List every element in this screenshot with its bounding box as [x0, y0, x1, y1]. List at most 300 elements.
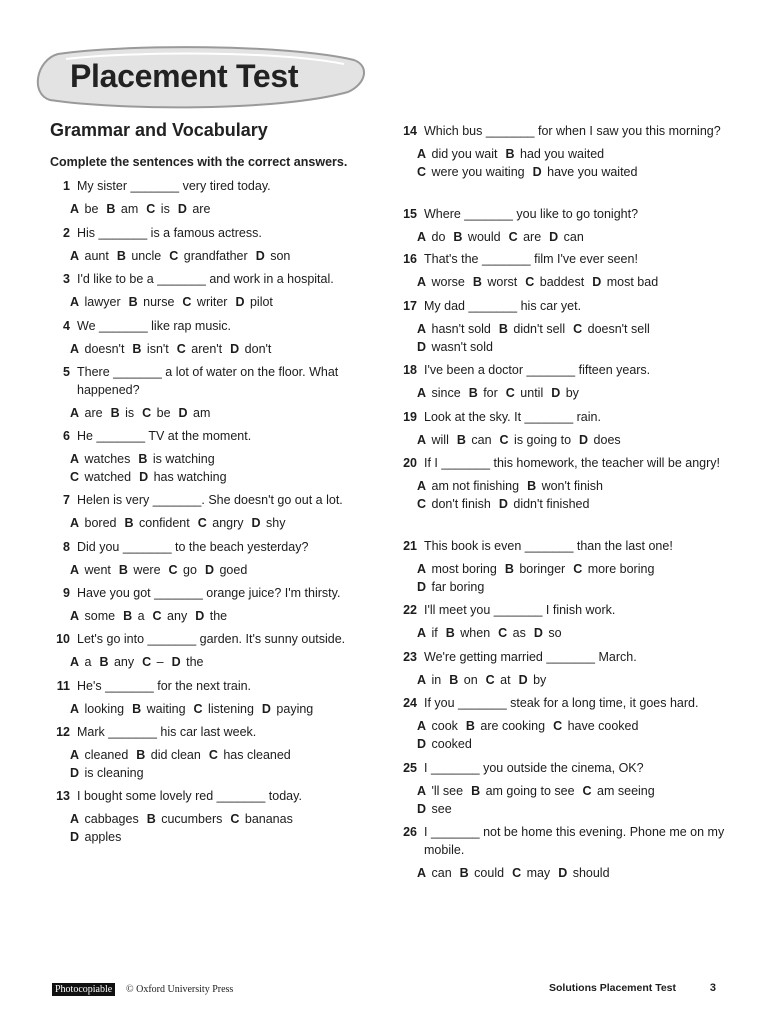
question-text: We're getting married _______ March. [424, 650, 637, 664]
question-number: 21 [403, 539, 417, 553]
answer-option[interactable] [417, 560, 497, 578]
question-item [50, 723, 370, 787]
answer-option[interactable] [498, 624, 526, 642]
option-letter: A [70, 563, 80, 577]
question-number: 17 [403, 299, 417, 313]
answer-option[interactable] [132, 700, 185, 718]
answer-option[interactable] [417, 624, 438, 642]
option-text: isn't [143, 342, 169, 356]
option-letter: B [465, 719, 475, 733]
answer-option[interactable] [70, 514, 116, 532]
question-text: I'll meet you _______ I finish work. [424, 603, 616, 617]
answer-option[interactable] [70, 200, 98, 218]
option-text: looking [81, 702, 125, 716]
option-text: far boring [428, 580, 485, 594]
option-text: at [496, 673, 511, 687]
option-text: uncle [127, 249, 162, 263]
answer-option[interactable] [417, 145, 498, 163]
answer-option[interactable] [205, 561, 247, 579]
option-letter: B [504, 562, 514, 576]
answer-option[interactable] [169, 247, 247, 265]
option-letter: D [579, 433, 589, 447]
option-letter: B [136, 748, 146, 762]
question-number: 24 [403, 696, 417, 710]
answer-option[interactable] [579, 431, 621, 449]
answer-option[interactable] [534, 624, 562, 642]
question-row [397, 694, 727, 712]
answer-option[interactable] [70, 653, 91, 671]
answer-option[interactable] [169, 561, 197, 579]
answer-option[interactable] [417, 782, 463, 800]
answer-option[interactable] [70, 404, 103, 422]
answer-option[interactable] [506, 145, 605, 163]
question-text: There _______ a lot of water on the floor. What happened? [77, 365, 339, 397]
answer-option[interactable] [123, 607, 144, 625]
answer-option[interactable] [417, 717, 458, 735]
option-letter: D [532, 165, 542, 179]
answer-option[interactable] [117, 247, 161, 265]
answer-option[interactable] [417, 671, 441, 689]
answer-options [417, 864, 727, 882]
answer-option[interactable] [70, 247, 109, 265]
option-letter: B [505, 147, 515, 161]
option-letter: C [176, 342, 186, 356]
answer-option[interactable] [195, 607, 227, 625]
option-text: any [110, 655, 135, 669]
answer-option[interactable] [136, 746, 201, 764]
answer-options [70, 247, 370, 265]
answer-options [70, 293, 370, 311]
answer-option[interactable] [486, 671, 511, 689]
question-text: Have you got _______ orange juice? I'm thirsty. [77, 586, 341, 600]
option-text: any [163, 609, 188, 623]
option-text: is going to [510, 433, 572, 447]
option-text: – [153, 655, 164, 669]
photocopiable-badge: Photocopiable [52, 983, 115, 996]
option-text: would [464, 230, 501, 244]
question-row [397, 759, 727, 777]
option-letter: C [498, 626, 508, 640]
answer-option[interactable] [179, 404, 211, 422]
question-row [50, 538, 370, 556]
answer-option[interactable] [417, 495, 491, 513]
footer-document-title: Solutions Placement Test [549, 982, 676, 994]
question-number: 25 [403, 761, 417, 775]
question-item [50, 363, 370, 427]
answer-option[interactable] [457, 431, 492, 449]
page-title: Placement Test [70, 58, 299, 94]
option-letter: D [417, 802, 427, 816]
answer-option[interactable] [417, 735, 472, 753]
question-text: I _______ you outside the cinema, OK? [424, 761, 644, 775]
option-text: see [428, 802, 452, 816]
answer-option[interactable] [417, 384, 461, 402]
option-text: can [428, 866, 452, 880]
option-letter: C [512, 866, 522, 880]
option-letter: A [417, 673, 427, 687]
question-text: If you _______ steak for a long time, it goes hard. [424, 696, 699, 710]
option-letter: A [70, 812, 80, 826]
answer-option[interactable] [500, 431, 572, 449]
question-row [397, 648, 727, 666]
option-letter: C [230, 812, 240, 826]
answer-options [417, 624, 727, 642]
answer-option[interactable] [506, 384, 543, 402]
option-letter: C [417, 497, 427, 511]
answer-option[interactable] [417, 431, 449, 449]
question-number: 19 [403, 410, 417, 424]
option-text: confident [135, 516, 190, 530]
option-letter: A [70, 406, 80, 420]
option-letter: A [70, 452, 80, 466]
answer-option[interactable] [592, 273, 658, 291]
option-letter: A [417, 230, 427, 244]
answer-options [417, 320, 727, 356]
option-letter: B [124, 516, 134, 530]
option-letter: D [518, 673, 528, 687]
answer-option[interactable] [466, 717, 545, 735]
answer-option[interactable] [453, 228, 500, 246]
option-text: the [182, 655, 204, 669]
answer-option[interactable] [533, 163, 638, 181]
answer-option[interactable] [417, 228, 445, 246]
question-text: I'd like to be a _______ and work in a hospital. [77, 272, 334, 286]
option-text: when [456, 626, 491, 640]
answer-option[interactable] [417, 578, 484, 596]
question-row [397, 408, 727, 426]
question-number: 8 [63, 540, 70, 554]
answer-option[interactable] [573, 560, 654, 578]
question-item [50, 787, 370, 851]
option-letter: C [197, 516, 207, 530]
option-letter: C [169, 249, 179, 263]
answer-option[interactable] [499, 495, 590, 513]
option-letter: D [551, 386, 561, 400]
question-item [397, 694, 727, 758]
option-text: most boring [428, 562, 497, 576]
answer-option[interactable] [417, 163, 525, 181]
option-text: listening [204, 702, 254, 716]
answer-option[interactable] [446, 624, 490, 642]
option-letter: A [70, 516, 80, 530]
question-text: This book is even _______ than the last one! [424, 539, 673, 553]
option-text: in [428, 673, 442, 687]
question-item [50, 427, 370, 491]
question-row [397, 454, 727, 472]
answer-option[interactable] [70, 607, 115, 625]
option-letter: D [592, 275, 602, 289]
answer-options [417, 717, 727, 753]
option-letter: D [178, 406, 188, 420]
answer-option[interactable] [99, 653, 134, 671]
option-text: son [266, 249, 291, 263]
answer-option[interactable] [551, 384, 579, 402]
option-letter: D [70, 766, 80, 780]
option-text: is watching [149, 452, 215, 466]
option-letter: B [468, 386, 478, 400]
answer-option[interactable] [178, 200, 211, 218]
answer-option[interactable] [70, 340, 124, 358]
option-text: bananas [241, 812, 293, 826]
answer-option[interactable] [262, 700, 313, 718]
option-text: writer [193, 295, 228, 309]
option-text: angry [208, 516, 244, 530]
answer-options [417, 477, 727, 513]
answer-option[interactable] [70, 764, 144, 782]
option-text: bored [81, 516, 117, 530]
answer-option[interactable] [449, 671, 477, 689]
answer-option[interactable] [417, 273, 465, 291]
option-letter: B [459, 866, 469, 880]
answer-options [417, 560, 727, 596]
answer-option[interactable] [70, 561, 111, 579]
option-text: do [428, 230, 446, 244]
option-letter: C [168, 563, 178, 577]
option-text: is [157, 202, 170, 216]
question-row [50, 787, 370, 805]
question-text: He's _______ for the next train. [77, 679, 252, 693]
answer-option[interactable] [209, 746, 291, 764]
answer-option[interactable] [471, 782, 574, 800]
answer-option[interactable] [142, 404, 170, 422]
option-text: cooked [428, 737, 472, 751]
option-text: if [428, 626, 438, 640]
question-item [397, 759, 727, 823]
option-letter: B [106, 202, 116, 216]
option-text: are [188, 202, 211, 216]
option-text: most bad [603, 275, 659, 289]
option-letter: B [449, 673, 459, 687]
option-text: go [179, 563, 197, 577]
answer-option[interactable] [182, 293, 227, 311]
answer-option[interactable] [519, 671, 547, 689]
answer-option[interactable] [139, 468, 226, 486]
option-letter: A [70, 655, 80, 669]
answer-option[interactable] [525, 273, 584, 291]
option-text: a [81, 655, 92, 669]
answer-option[interactable] [509, 228, 542, 246]
option-text: doesn't [81, 342, 125, 356]
answer-option[interactable] [505, 560, 565, 578]
option-text: were you waiting [428, 165, 525, 179]
option-letter: C [573, 562, 583, 576]
question-item [50, 224, 370, 270]
question-item [50, 538, 370, 584]
option-letter: A [70, 702, 80, 716]
answer-option[interactable] [132, 340, 168, 358]
answer-option[interactable] [194, 700, 254, 718]
answer-option[interactable] [70, 810, 139, 828]
answer-option[interactable] [70, 746, 128, 764]
option-text: won't finish [538, 479, 604, 493]
answer-option[interactable] [146, 200, 170, 218]
question-text: My dad _______ his car yet. [424, 299, 582, 313]
answer-option[interactable] [252, 514, 286, 532]
answer-option[interactable] [129, 293, 175, 311]
option-text: cook [428, 719, 458, 733]
answer-option[interactable] [230, 810, 292, 828]
question-item [397, 601, 727, 647]
option-text: lawyer [81, 295, 121, 309]
option-letter: D [177, 202, 187, 216]
option-letter: B [123, 609, 133, 623]
instructions-text: Complete the sentences with the correct answers. [50, 155, 348, 169]
option-letter: B [110, 406, 120, 420]
option-letter: B [445, 626, 455, 640]
answer-option[interactable] [460, 864, 504, 882]
answer-option[interactable] [256, 247, 291, 265]
answer-options [417, 273, 727, 291]
question-item [397, 823, 727, 887]
option-letter: C [142, 406, 152, 420]
answer-option[interactable] [111, 404, 135, 422]
option-letter: C [508, 230, 518, 244]
question-item [397, 454, 727, 518]
option-text: did you wait [428, 147, 498, 161]
answer-options [70, 607, 370, 625]
question-text: My sister _______ very tired today. [77, 179, 271, 193]
answer-option[interactable] [70, 828, 121, 846]
option-letter: D [251, 516, 261, 530]
answer-option[interactable] [106, 200, 138, 218]
answer-options [417, 431, 727, 449]
question-number: 6 [63, 429, 70, 443]
option-letter: B [118, 563, 128, 577]
option-letter: A [417, 719, 427, 733]
option-letter: C [142, 655, 152, 669]
question-item [397, 361, 727, 407]
option-text: can [560, 230, 584, 244]
option-text: can [467, 433, 492, 447]
page-number: 3 [709, 982, 716, 994]
question-text: I _______ not be home this evening. Phone me on my mobile. [424, 825, 725, 857]
option-text: boringer [515, 562, 566, 576]
option-text: may [523, 866, 551, 880]
option-text: doesn't sell [584, 322, 650, 336]
option-letter: B [453, 230, 463, 244]
answer-option[interactable] [549, 228, 584, 246]
option-text: are cooking [476, 719, 546, 733]
question-text: Where _______ you like to go tonight? [424, 207, 639, 221]
question-row [50, 427, 370, 445]
question-item [397, 250, 727, 296]
option-letter: A [417, 784, 427, 798]
question-number: 11 [56, 679, 70, 693]
answer-options [70, 514, 370, 532]
option-text: so [544, 626, 562, 640]
option-letter: D [417, 580, 427, 594]
option-text: will [428, 433, 449, 447]
question-item [50, 677, 370, 723]
question-row [50, 723, 370, 741]
option-letter: D [549, 230, 559, 244]
answer-options [70, 700, 370, 718]
answer-option[interactable] [512, 864, 550, 882]
answer-option[interactable] [417, 338, 493, 356]
option-text: cleaned [81, 748, 129, 762]
question-item [50, 584, 370, 630]
answer-option[interactable] [70, 293, 121, 311]
option-letter: B [116, 249, 126, 263]
option-letter: A [417, 479, 427, 493]
answer-option[interactable] [499, 320, 565, 338]
option-letter: A [70, 295, 80, 309]
option-letter: C [182, 295, 192, 309]
question-number: 7 [63, 493, 70, 507]
answer-option[interactable] [70, 450, 130, 468]
answer-option[interactable] [198, 514, 244, 532]
answer-option[interactable] [527, 477, 603, 495]
answer-option[interactable] [558, 864, 609, 882]
answer-option[interactable] [469, 384, 498, 402]
answer-option[interactable] [124, 514, 189, 532]
option-letter: B [146, 812, 156, 826]
answer-option[interactable] [70, 700, 124, 718]
answer-option[interactable] [235, 293, 272, 311]
question-number: 9 [63, 586, 70, 600]
answer-options [417, 145, 727, 181]
answer-option[interactable] [553, 717, 638, 735]
option-letter: D [235, 295, 245, 309]
answer-option[interactable] [138, 450, 214, 468]
question-number: 13 [56, 789, 70, 803]
answer-option[interactable] [153, 607, 188, 625]
answer-option[interactable] [473, 273, 517, 291]
answer-option[interactable] [417, 477, 519, 495]
answer-option[interactable] [172, 653, 204, 671]
option-letter: D [417, 737, 427, 751]
option-letter: B [132, 702, 142, 716]
answer-option[interactable] [119, 561, 161, 579]
answer-option[interactable] [70, 468, 131, 486]
option-letter: B [471, 784, 481, 798]
question-text: His _______ is a famous actress. [77, 226, 262, 240]
answer-options [70, 561, 370, 579]
option-text: aunt [81, 249, 109, 263]
question-text: We _______ like rap music. [77, 319, 232, 333]
option-letter: A [417, 322, 427, 336]
option-letter: A [417, 433, 427, 447]
answer-option[interactable] [417, 800, 452, 818]
answer-options [417, 384, 727, 402]
option-text: watches [81, 452, 131, 466]
section-heading: Grammar and Vocabulary [50, 120, 268, 140]
answer-option[interactable] [142, 653, 163, 671]
answer-option[interactable] [417, 320, 491, 338]
option-text: worse [428, 275, 465, 289]
option-letter: C [573, 322, 583, 336]
option-text: be [153, 406, 171, 420]
answer-option[interactable] [417, 864, 452, 882]
question-number: 20 [403, 456, 417, 470]
option-letter: C [152, 609, 162, 623]
answer-option[interactable] [583, 782, 655, 800]
option-letter: C [582, 784, 592, 798]
answer-option[interactable] [147, 810, 223, 828]
question-text: Which bus _______ for when I saw you this morning? [424, 124, 721, 138]
option-text: shy [262, 516, 286, 530]
answer-option[interactable] [177, 340, 222, 358]
option-letter: C [499, 433, 509, 447]
answer-option[interactable] [230, 340, 271, 358]
answer-option[interactable] [573, 320, 650, 338]
option-text: am not finishing [428, 479, 520, 493]
option-text: am [117, 202, 139, 216]
option-text: should [569, 866, 610, 880]
question-row [397, 601, 727, 619]
question-number: 4 [63, 319, 70, 333]
option-letter: B [472, 275, 482, 289]
